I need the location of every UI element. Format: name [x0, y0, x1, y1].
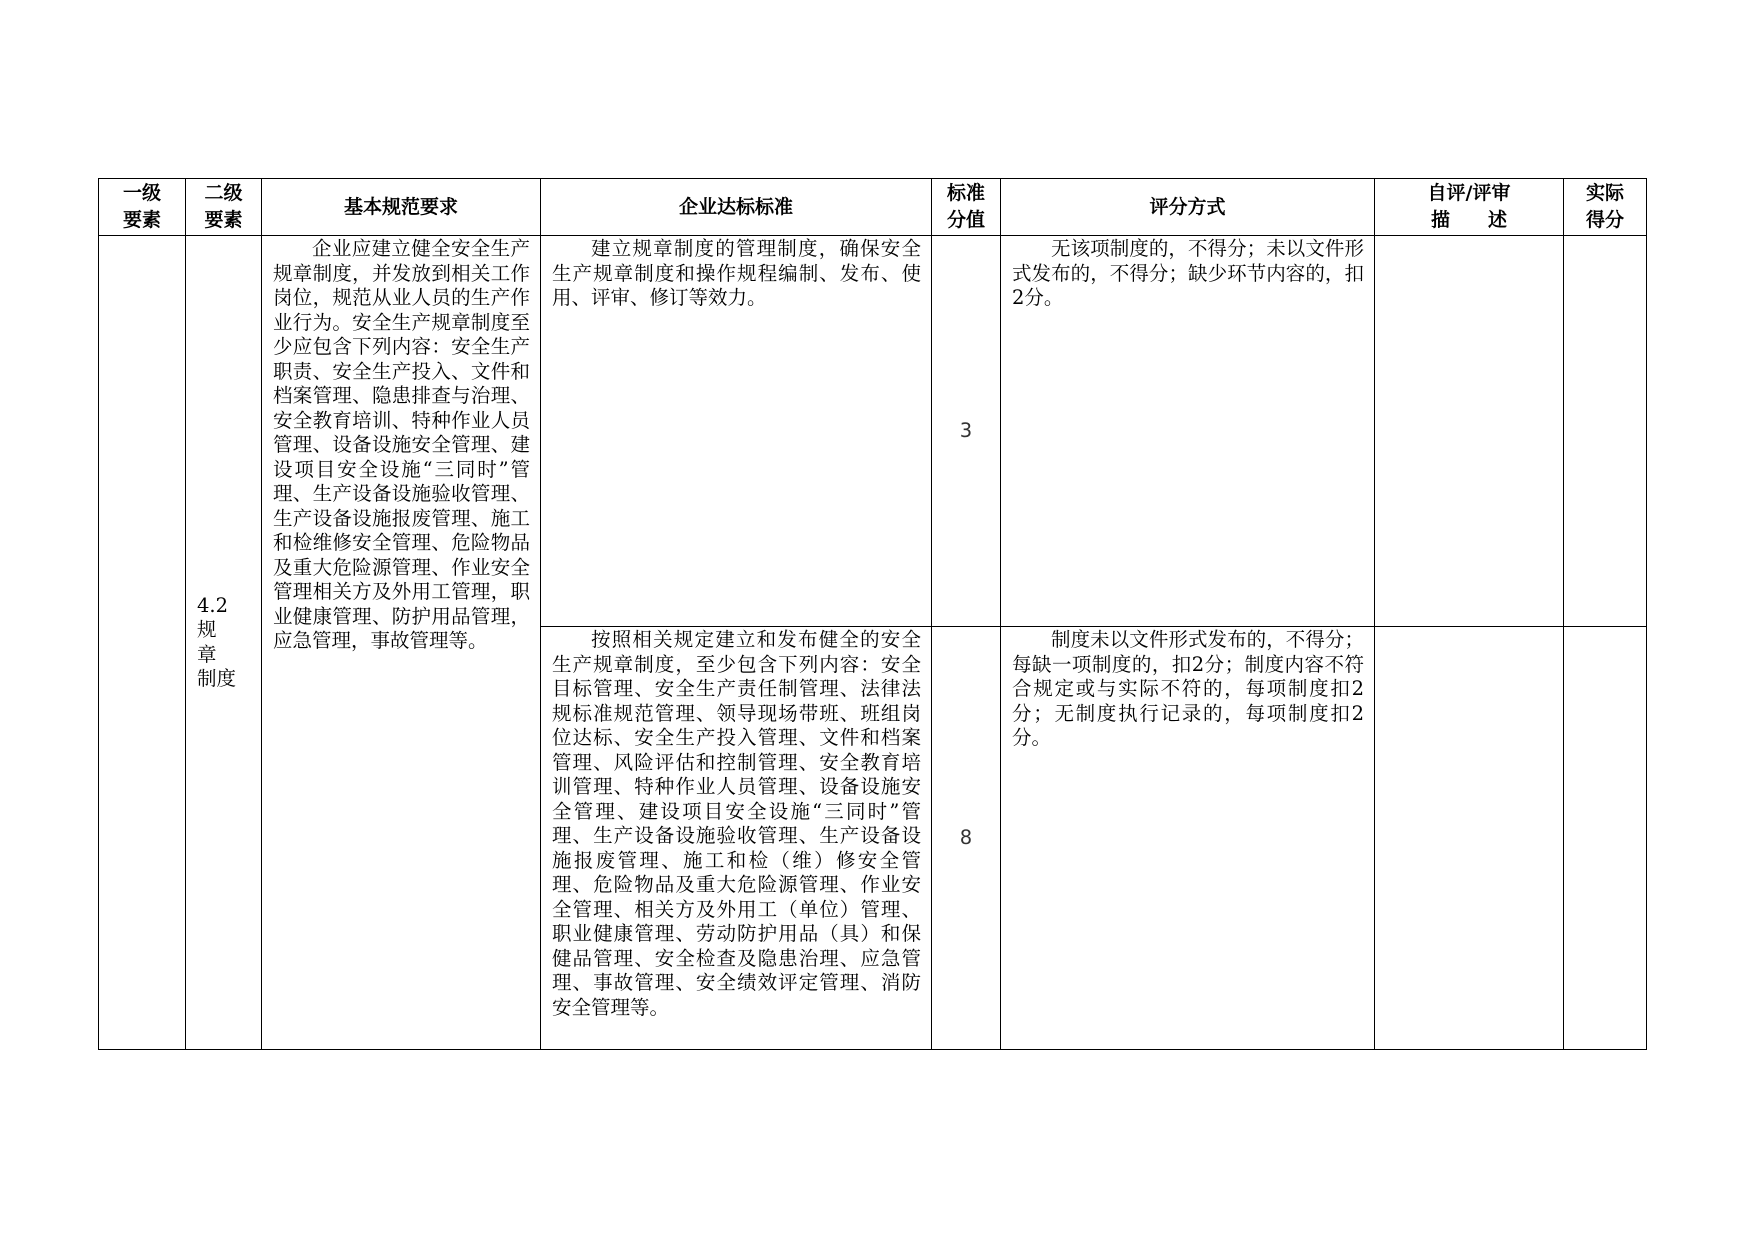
header-self-evaluation: 自评/评审 描 述	[1375, 179, 1564, 236]
level1-cell	[99, 236, 186, 1050]
header-basic-requirement: 基本规范要求	[262, 179, 541, 236]
self-evaluation-cell[interactable]	[1375, 236, 1564, 627]
standard-text: 建立规章制度的管理制度，确保安全生产规章制度和操作规程编制、发布、使用、评审、修订等效力。	[552, 237, 921, 309]
header-row	[99, 179, 1647, 236]
actual-score-cell[interactable]	[1564, 627, 1647, 1050]
basic-requirement-cell	[262, 236, 541, 1050]
score-cell: 3	[932, 236, 1001, 627]
header-scoring-method: 评分方式	[1001, 179, 1375, 236]
header-level2: 二级 要素	[186, 179, 262, 236]
method-text: 无该项制度的，不得分；未以文件形式发布的，不得分；缺少环节内容的，扣2分。	[1012, 237, 1364, 309]
actual-score-cell[interactable]	[1564, 236, 1647, 627]
score-cell: 8	[932, 627, 1001, 1050]
standard-cell	[541, 236, 932, 627]
self-evaluation-cell[interactable]	[1375, 627, 1564, 1050]
table-row	[99, 236, 1647, 627]
header-enterprise-standard: 企业达标标准	[541, 179, 932, 236]
header-level1: 一级 要素	[99, 179, 186, 236]
basic-requirement-text: 企业应建立健全安全生产规章制度，并发放到相关工作岗位，规范从业人员的生产作业行为。安全生产规章制度至少应包含下列内容：安全生产职责、安全生产投入、文件和档案管理、隐患排查与治理、安全教育培训、特种作业人员管理、设备设施安全管理、建设项目安全设施“三同时”管理、生产设备设施验收管理、生产设备设施报废管理、施工和检维修安全管理、危险物品及重大危险源管理、作业安全管理相关方及外用工管理，职业健康管理、防护用品管理，应急管理，事故管理等。	[273, 237, 530, 652]
standards-table	[98, 178, 1647, 1050]
level2-cell: 4.2 规章 制度	[186, 236, 262, 1050]
standard-text: 按照相关规定建立和发布健全的安全生产规章制度，至少包含下列内容：安全目标管理、安全生产责任制管理、法律法规标准规范管理、领导现场带班、班组岗位达标、安全生产投入管理、文件和档案管理、风险评估和控制管理、安全教育培训管理、特种作业人员管理、设备设施安全管理、建设项目安全设施“三同时”管理、生产设备设施验收管理、生产设备设施报废管理、施工和检（维）修安全管理、危险物品及重大危险源管理、作业安全管理、相关方及外用工（单位）管理、职业健康管理、劳动防护用品（具）和保健品管理、安全检查及隐患治理、应急管理、事故管理、安全绩效评定管理、消防安全管理等。	[552, 628, 921, 1019]
method-cell	[1001, 627, 1375, 1050]
method-text: 制度未以文件形式发布的，不得分；每缺一项制度的，扣2分；制度内容不符合规定或与实际不符的，每项制度扣2分；无制度执行记录的，每项制度扣2分。	[1012, 628, 1364, 749]
standard-cell	[541, 627, 932, 1050]
method-cell	[1001, 236, 1375, 627]
header-standard-score: 标准 分值	[932, 179, 1001, 236]
header-actual-score: 实际 得分	[1564, 179, 1647, 236]
